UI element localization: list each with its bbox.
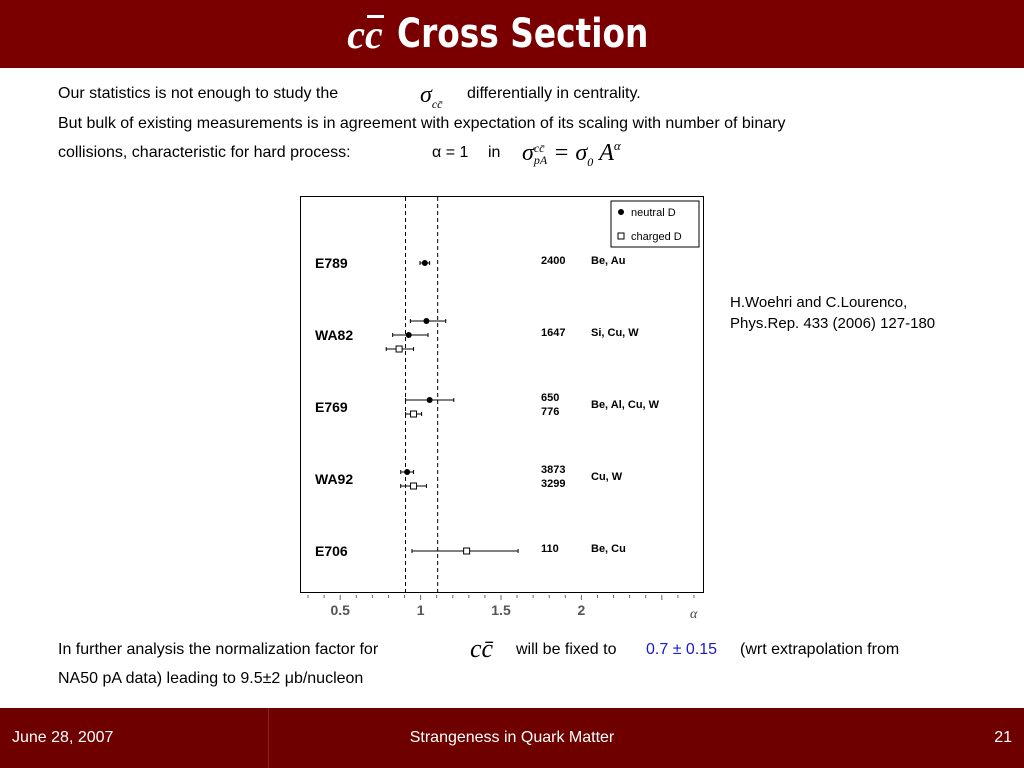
reference <box>730 292 935 334</box>
x-tick-label: 1 <box>416 602 425 618</box>
experiment-name: E789 <box>315 255 348 271</box>
neutral-d-point <box>423 318 429 324</box>
intro-line-1-before: Our statistics is not enough to study the <box>58 85 339 102</box>
neutral-d-point <box>422 260 428 266</box>
experiment-name: WA92 <box>315 471 354 487</box>
charged-d-point <box>411 483 417 489</box>
reference-line-2: Phys.Rep. 433 (2006) 127-180 <box>730 315 936 332</box>
alpha-chart <box>300 196 704 593</box>
sigma-cc-symbol: $\sigma_{cc̄}$ <box>420 82 443 111</box>
reference-lines <box>406 197 438 592</box>
title-symbol: cc <box>347 11 383 57</box>
experiment-row <box>315 392 660 418</box>
footer-conference: Strangeness in Quark Matter <box>409 729 615 746</box>
experiment-name: WA82 <box>315 327 354 343</box>
experiment-row <box>315 464 623 490</box>
target-list: Cu, W <box>591 471 623 483</box>
cc-symbol: cc̄ <box>470 634 494 663</box>
footer-divider <box>268 708 269 768</box>
neutral-d-point <box>427 397 433 403</box>
conclusion-line-2: NA50 pA data) leading to 9.5±2 μb/nucleon <box>58 670 364 687</box>
event-count: 3873 <box>541 464 566 476</box>
legend-marker-neutral <box>618 209 624 215</box>
x-ticks <box>300 595 702 618</box>
conclusion-before: In further analysis the normalization factor for <box>58 641 379 658</box>
x-tick-label: 0.5 <box>330 602 350 618</box>
intro-line-1-after: differentially in centrality. <box>467 85 641 102</box>
neutral-d-point <box>406 332 412 338</box>
event-count: 1647 <box>541 327 566 339</box>
charged-d-point <box>464 548 470 554</box>
in-word: in <box>488 144 501 161</box>
slide-title: Cross Section <box>396 11 649 57</box>
x-tick-label: 2 <box>577 602 586 618</box>
conclusion-middle: will be fixed to <box>516 641 617 658</box>
target-list: Be, Al, Cu, W <box>591 399 660 411</box>
event-count: 3299 <box>541 478 566 490</box>
x-axis <box>300 591 702 623</box>
conclusion-after: (wrt extrapolation from <box>740 641 900 658</box>
experiment-row <box>315 318 639 352</box>
experiment-row <box>315 543 626 559</box>
legend-neutral-label: neutral D <box>631 207 676 219</box>
title-bar <box>0 0 1024 68</box>
event-count: 776 <box>541 406 560 418</box>
x-axis-label: α <box>690 607 698 622</box>
legend <box>611 201 699 247</box>
footer <box>0 708 1024 768</box>
reference-line-1: H.Woehri and C.Lourenco, <box>730 294 908 311</box>
charged-d-point <box>396 346 402 352</box>
event-count: 110 <box>541 543 559 555</box>
neutral-d-point <box>404 469 410 475</box>
normalization-value: 0.7 ± 0.15 <box>646 641 718 658</box>
event-count: 650 <box>541 392 560 404</box>
alpha-equation: α = 1 <box>432 144 469 161</box>
footer-date: June 28, 2007 <box>12 729 114 746</box>
legend-charged-label: charged D <box>631 231 682 243</box>
footer-page-number: 21 <box>994 729 1012 746</box>
target-list: Si, Cu, W <box>591 327 639 339</box>
intro-line-3: collisions, characteristic for hard process: <box>58 144 351 161</box>
event-count: 2400 <box>541 255 566 267</box>
charged-d-point <box>411 411 417 417</box>
target-list: Be, Au <box>591 255 626 267</box>
experiment-name: E769 <box>315 399 348 415</box>
intro-line-2: But bulk of existing measurements is in agreement with expectation of its scaling with number of binary <box>58 115 786 132</box>
legend-marker-charged <box>618 233 624 239</box>
data-rows <box>315 255 660 559</box>
x-tick-label: 1.5 <box>491 602 511 618</box>
scaling-formula: σcc̄ pA = $\sigma_0$ $A^\alpha$ <box>522 138 621 169</box>
target-list: Be, Cu <box>591 543 626 555</box>
experiment-name: E706 <box>315 543 348 559</box>
experiment-row <box>315 255 625 271</box>
